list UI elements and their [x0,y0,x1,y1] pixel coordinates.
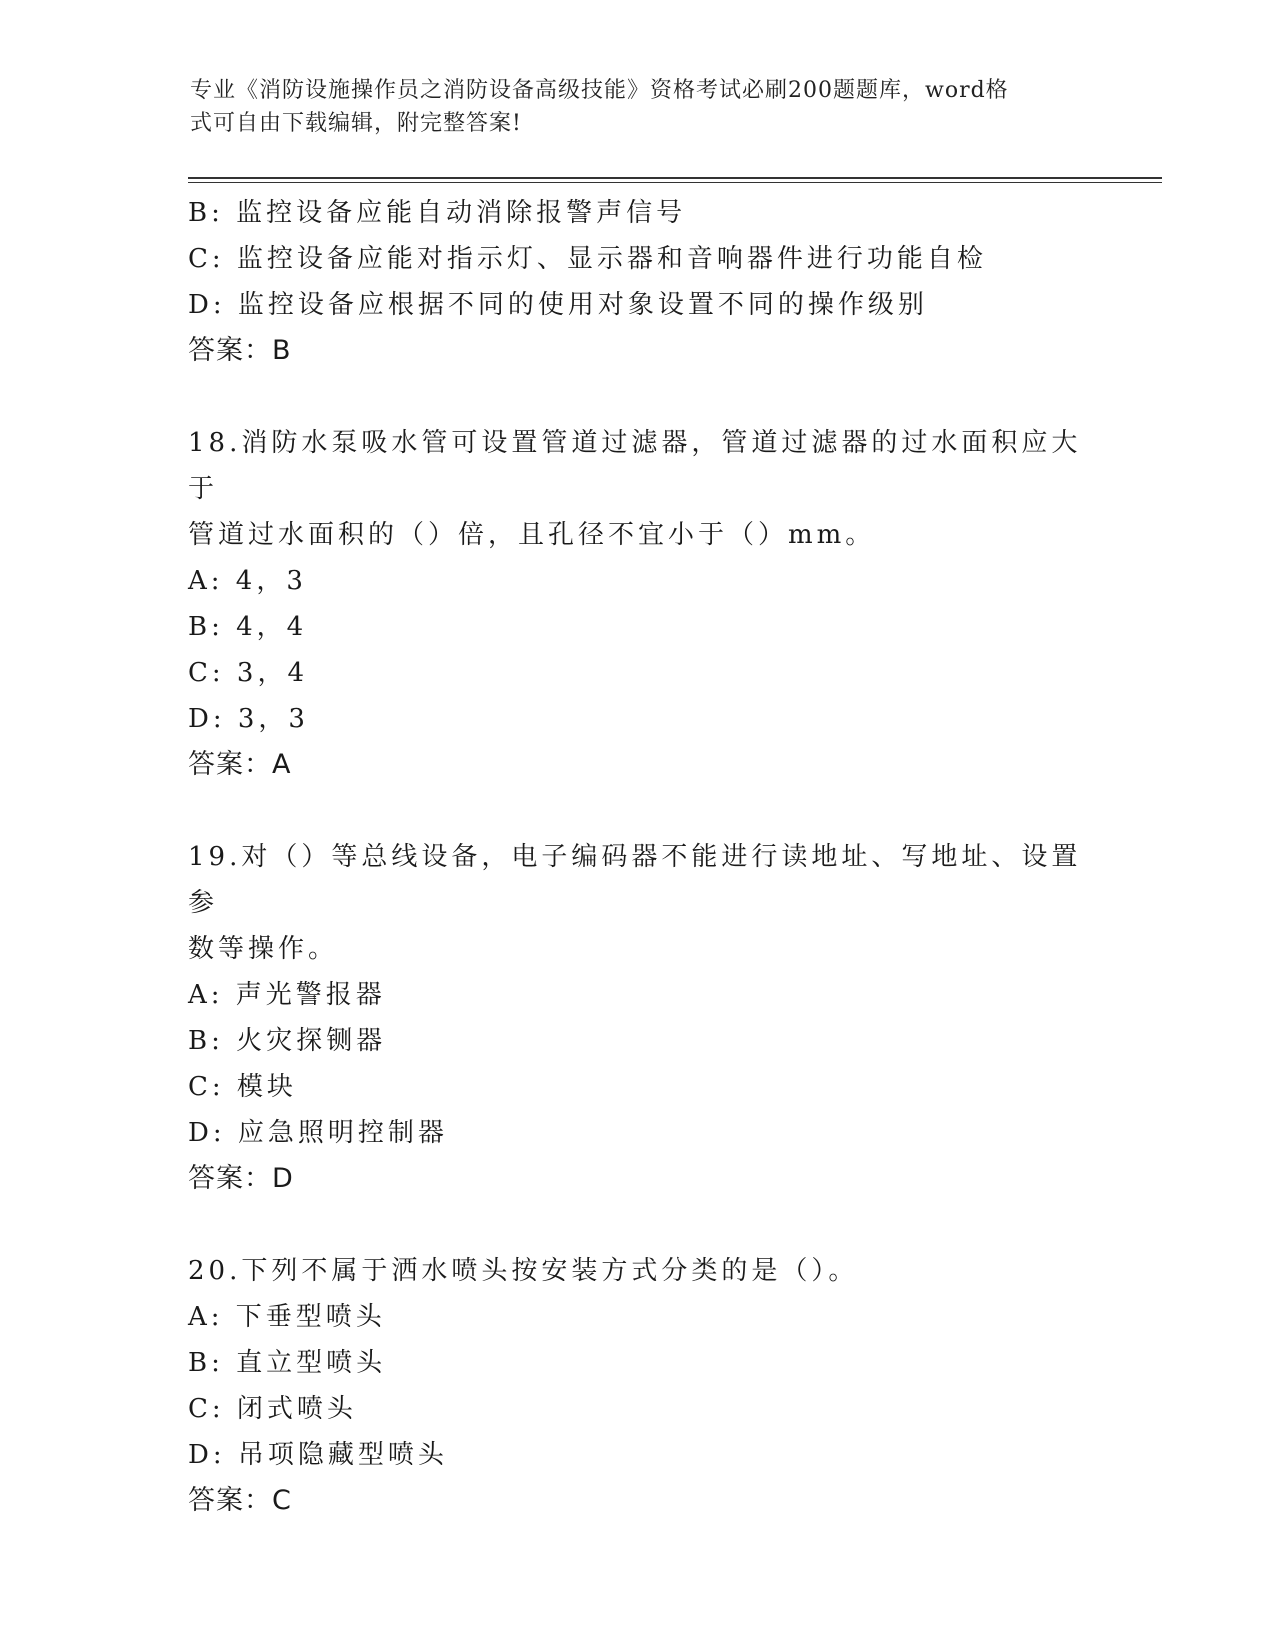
answer-label: 答案：D [188,1163,294,1194]
option-b: B: 监控设备应能自动消除报警声信号 [188,198,687,228]
question-19-block [188,834,1088,1202]
option-c: C: 监控设备应能对指示灯、显示器和音响器件进行功能自检 [188,244,987,274]
document-header [190,74,1090,140]
answer-label: 答案：A [188,749,292,780]
question-text-line-1: 19.对（）等总线设备，电子编码器不能进行读地址、写地址、设置参 [188,842,1082,918]
header-line-1: 专业《消防设施操作员之消防设备高级技能》资格考试必刷200题题库，word格 [190,78,1009,103]
spacer [188,1202,1088,1248]
header-rule-thin [188,182,1162,183]
question-text-line-1: 18.消防水泵吸水管可设置管道过滤器，管道过滤器的过水面积应大于 [188,428,1082,504]
option-a: A: 下垂型喷头 [188,1302,386,1332]
option-d: D: 监控设备应根据不同的使用对象设置不同的操作级别 [188,290,928,320]
question-content [188,190,1088,1524]
question-18-block [188,420,1088,788]
option-a: A: 声光警报器 [188,980,386,1010]
option-c: C: 3，4 [188,658,309,688]
header-rule-thick [188,177,1162,179]
option-d: D: 应急照明控制器 [188,1118,448,1148]
spacer [188,788,1088,834]
header-line-2: 式可自由下载编辑，附完整答案! [190,111,522,136]
question-17-block [188,190,1088,374]
option-a: A: 4，3 [188,566,307,596]
question-text-line-2: 数等操作。 [188,934,339,964]
option-b: B: 火灾探铡器 [188,1026,387,1056]
question-text-line-2: 管道过水面积的（）倍，且孔径不宜小于（）mm。 [188,520,876,550]
option-b: B: 直立型喷头 [188,1348,387,1378]
option-c: C: 闭式喷头 [188,1394,357,1424]
option-c: C: 模块 [188,1072,297,1102]
option-b: B: 4，4 [188,612,308,642]
option-d: D: 3，3 [188,704,309,734]
answer-label: 答案：B [188,335,292,366]
question-text-line-1: 20.下列不属于洒水喷头按安装方式分类的是（）。 [188,1256,859,1286]
question-20-block [188,1248,1088,1524]
option-d: D: 吊项隐藏型喷头 [188,1440,448,1470]
spacer [188,374,1088,420]
answer-label: 答案：C [188,1485,292,1516]
